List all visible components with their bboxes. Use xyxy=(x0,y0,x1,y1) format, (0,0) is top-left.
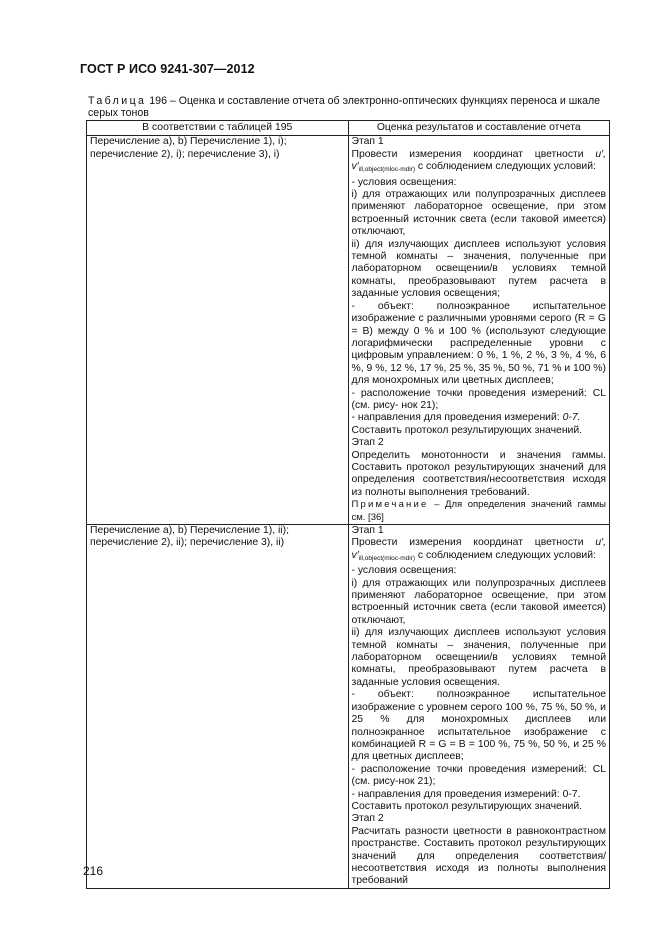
note-label: Примечание xyxy=(351,499,429,511)
table-row xyxy=(87,525,610,889)
chromaticity-subscript: ill,object(mloc-mdir) xyxy=(358,166,415,174)
measurement-instruction: Провести измерения координат цветности u′, $v'_{ill,object(mloc-mdir)}$ с соблюдением следующих условий: xyxy=(351,537,606,562)
row-reference-cell: Перечисление а), b) Перечисление 1), ii); перечисление 2), ii); перечисление 3), ii) xyxy=(87,525,349,889)
column-header-reference: В соответствии с таблицей 195 xyxy=(87,121,349,136)
row-evaluation-cell xyxy=(348,525,610,889)
table-caption-label: Таблица xyxy=(88,95,147,107)
condition-item: - условия освещения: xyxy=(351,176,457,188)
row-reference-cell: Перечисление а), b) Перечисление 1), i); перечисление 2), i); перечисление 3), i) xyxy=(87,136,349,525)
condition-item: ii) для излучающих дисплеев используют условия темной комнаты – значения, полученные при лабораторном освещении/в условиях темной комнаты, преобразовывают путем расчета в заданные условия освещения; xyxy=(351,238,606,300)
protocol-instruction: Составить протокол результирующих значений. xyxy=(351,800,583,812)
condition-item: - расположение точки проведения измерений: CL (см. рису-нок 21); xyxy=(351,763,606,788)
table-note xyxy=(352,499,607,524)
condition-item: ii) для излучающих дисплеев используют условия темной комнаты – значения, полученные при лабораторном освещении/в условиях темной комнаты, преобразовывают путем расчета в заданные условия освещения. xyxy=(351,627,606,688)
document-code-header: ГОСТ Р ИСО 9241-307—2012 xyxy=(80,62,255,76)
page-number: 216 xyxy=(83,864,104,878)
chromaticity-symbol: u′, v′ xyxy=(351,148,606,173)
row-evaluation-cell xyxy=(348,136,610,525)
table-row xyxy=(87,136,610,525)
chromaticity-subscript: ill,object(mloc-mdir) xyxy=(358,554,415,562)
condition-item: i) для отражающих или полупрозрачных дисплеев применяют лабораторное освещение, при этом встроенный источник света (если таковой имеется) отключают, xyxy=(351,577,606,626)
stage-title: Этап 1 xyxy=(351,525,384,536)
stage-title: Этап 2 xyxy=(351,437,384,449)
stage-text: Определить монотонности и значения гаммы. Составить протокол результирующих значений для определения соответствия/несоответствия исходя из полноты выполнения требований. xyxy=(351,449,606,498)
table-header-row xyxy=(87,121,610,136)
note-text: – Для определения значений гаммы см. [36] xyxy=(351,499,606,523)
condition-item: - направления для проведения измерений: 0-7. xyxy=(351,788,581,800)
table-caption-text: 196 – Оценка и составление отчета об электронно-оптических функциях переноса и шкале серых тонов xyxy=(88,95,601,120)
evaluation-table xyxy=(86,120,610,889)
chromaticity-symbol: u′, v′ xyxy=(351,537,606,561)
stage-text: Расчитать разности цветности в равноконтрастном пространстве. Составить протокол результирующих значений для определения соответствия/несоответствия исходя из полноты выполнения требований xyxy=(351,825,606,887)
condition-item: - объект: полноэкранное испытательное изображение с различными уровнями серого (R = G = B) между 0 % и 100 % (используют следующие логарифмически распределенные уровни с цифровым управлением: 0 %, 1 %, 2 %, 3 %, 4 %, 6 %, 9 %, 12 %, 17 %, 25 %, 35 %, 50 %, 71 % и 100 %) для монохромных или цветных дисплеев; xyxy=(351,300,606,387)
stage-title: Этап 1 xyxy=(351,136,384,148)
condition-item: - объект: полноэкранное испытательное изображение с уровнем серого 100 %, 75 %, 50 %, и 25 % для монохромных дисплеев или полноэкранное испытательное изображение с комбинацией R = G = B = 100 %, 75 %, 50 %, и 25 % для цветных дисплеев; xyxy=(351,689,606,763)
protocol-instruction: Составить протокол результирующих значений. xyxy=(351,424,583,436)
stage-title: Этап 2 xyxy=(351,813,384,825)
condition-item: i) для отражающих или полупрозрачных дисплеев применяют лабораторное освещение, при этом встроенный источник света (если таковой имеется) отключают, xyxy=(351,189,606,238)
measurement-instruction: Провести измерения координат цветности u′, $v'_{ill,object(mloc-mdir)}$ с соблюдением следующих условий: xyxy=(351,148,606,174)
table-caption xyxy=(88,95,610,120)
column-header-evaluation: Оценка результатов и составление отчета xyxy=(348,121,610,136)
condition-item: - расположение точки проведения измерений: CL (см. рису- нок 21); xyxy=(351,387,606,411)
measurement-directions: - направления для проведения измерений: 0-7. xyxy=(351,412,581,424)
condition-item: - условия освещения: xyxy=(351,565,457,577)
